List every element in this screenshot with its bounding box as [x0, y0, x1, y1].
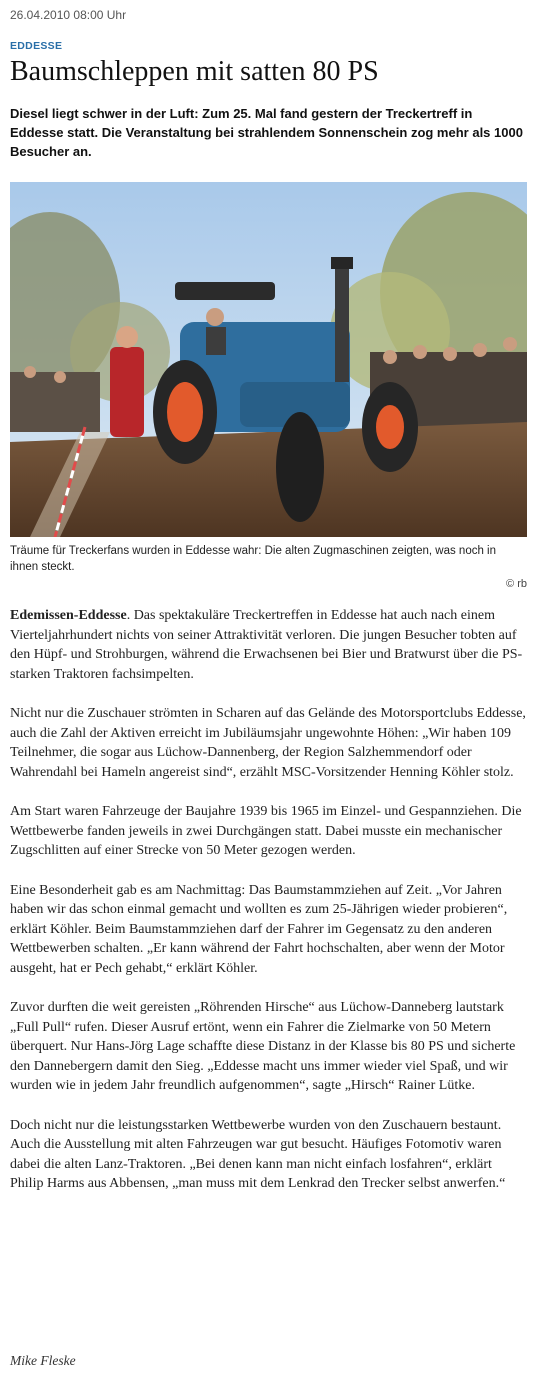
paragraph-6: Doch nicht nur die leistungsstarken Wettbewerbe wurden von den Zuschauern bestaunt. Auch die Ausstellung mit alten Fahrzeugen war gut besucht. Häufiges Fotomotiv waren dabei die alten Lanz-Traktoren. „Bei denen kann man nicht einfach losfahren“, erklärt Philip Harms aus Abbensen, „man muss mit dem Lenkrad den Trecker selbst anwerfen.“: [10, 1117, 506, 1191]
dateline-location: Edemissen-Eddesse: [10, 608, 127, 623]
paragraph-1: [10, 606, 527, 684]
lead-text: Diesel liegt schwer in der Luft: Zum 25. Mal fand gestern der Treckertreff in Eddesse statt. Die Veranstaltung bei strahlendem Sonnenschein zog mehr als 1000 Besucher an.: [10, 106, 523, 159]
paragraph-5: Zuvor durften die weit gereisten „Röhrenden Hirsche“ aus Lüchow-Danneberg lautstark „Full Pull“ rufen. Dieser Ausruf ertönt, wenn ein Fahrer die Zielmarke von 50 Metern überquert. Nur Hans-Jörg Lage schaffte diese Distanz in der Klasse bis 80 PS und sicherte den Dannebergern damit den Sieg. „Eddesse macht uns immer wieder viel Spaß, und wir wurden wie in jedem Jahr freundlich aufgenommen“, sagte „Hirsch“ Rainer Lütke.: [10, 1000, 516, 1093]
tractor-photo[interactable]: [10, 182, 527, 537]
author: Mike Fleske: [10, 1353, 76, 1368]
paragraph-1-text: . Das spektakuläre Treckertreffen in Eddesse hat auch nach einem Vierteljahrhundert nichts von seiner Attraktivität verloren. Die jungen Besucher tobten auf den Hüpf- und Strohburgen, während die Erwachsenen bei Bier und Bratwurst über die PS-starken Traktoren fachsimpelten.: [10, 608, 523, 682]
paragraph-2: Nicht nur die Zuschauer strömten in Scharen auf das Gelände des Motorsportclubs Eddesse, auch die Zahl der Aktiven erreicht im Jubiläumsjahr ungewohnte Höhen: „Wir haben 109 Teilnehmer, die sogar aus Lüchow-Dannenberg, der Region Salzhemmendorf oder Wahrendahl bei Hameln angereist sind“, erzählt MSC-Vorsitzender Henning Köhler stolz.: [10, 706, 526, 780]
photo-caption: Träume für Treckerfans wurden in Eddesse wahr: Die alten Zugmaschinen zeigten, was noch in ihnen steckt.: [10, 545, 497, 573]
paragraph-3: Am Start waren Fahrzeuge der Baujahre 1939 bis 1965 im Einzel- und Gespannziehen. Die Wettbewerbe fanden jeweils in zwei Durchgängen statt. Dabei musste ein mechanischer Zugschlitten auf einer Strecke von 50 Meter gezogen werden.: [10, 804, 522, 858]
section-kicker[interactable]: EDDESSE: [10, 40, 63, 52]
headline: Baumschleppen mit satten 80 PS: [10, 56, 379, 87]
photo-credit: © rb: [506, 578, 527, 590]
article-body: [10, 606, 527, 1214]
publish-date: 26.04.2010 08:00 Uhr: [10, 8, 127, 22]
paragraph-4: Eine Besonderheit gab es am Nachmittag: Das Baumstammziehen auf Zeit. „Vor Jahren haben wir das schon einmal gemacht und wollten es zum 25-Jährigen wieder probieren“, erklärt Köhler. Beim Baumstammziehen darf der Fahrer im Gegensatz zu den anderen Wettbewerben schalten. „Er kann während der Fahrt hochschalten, aber wenn der Motor ausgeht, hat er Pech gehabt,“ erklärt Köhler.: [10, 882, 508, 976]
